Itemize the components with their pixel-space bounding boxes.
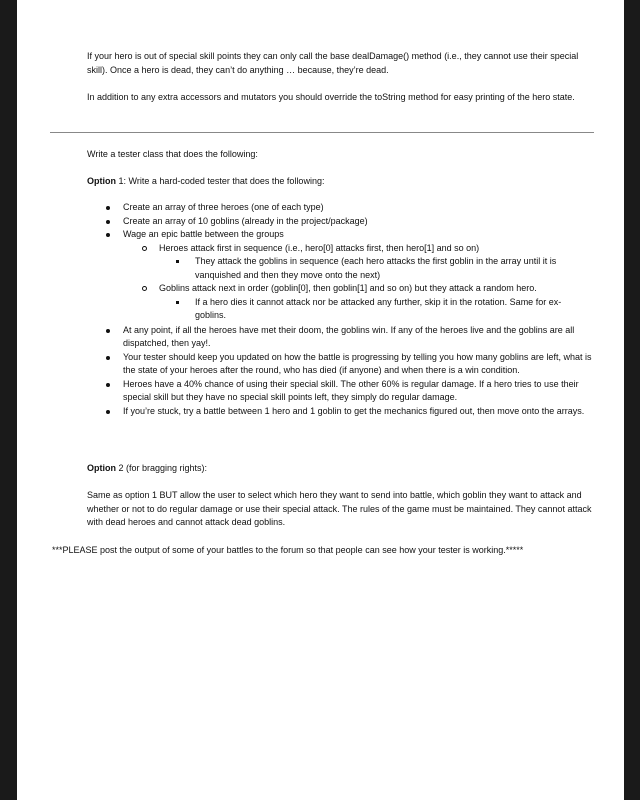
paragraph-tester-intro: Write a tester class that does the following: <box>87 149 258 159</box>
footer-note: ***PLEASE post the output of some of your battles to the forum so that people can see how your tester is working.***** <box>52 545 524 555</box>
list-item <box>87 405 592 419</box>
list-item <box>87 228 592 323</box>
list-item-text: At any point, if all the heroes have met their doom, the goblins win. If any of the heroes live and the goblins are all dispatched, then yay!. <box>123 324 575 348</box>
battle-sublist <box>123 242 592 323</box>
list-item-text: Wage an epic battle between the groups <box>123 229 284 239</box>
list-item-text: Create an array of three heroes (one of each type) <box>123 202 324 212</box>
option1-requirements-list <box>87 201 592 418</box>
sublist-item <box>123 242 592 283</box>
list-item <box>87 351 592 378</box>
option1-text: 1: Write a hard-coded tester that does the following: <box>116 176 325 186</box>
list-item-text: Heroes have a 40% chance of using their special skill. The other 60% is regular damage. If a hero tries to use their special skill but they have no special skill points left, they simply do regular damage. <box>123 378 579 402</box>
option1-label: Option <box>87 176 116 186</box>
detail-item-text: If a hero dies it cannot attack nor be attacked any further, skip it in the rotation. Same for ex-goblins. <box>195 296 562 320</box>
list-item-text: Your tester should keep you updated on how the battle is progressing by telling you how many goblins are left, what is the state of your heroes after the round, who has died (if anyone) and when there is a win condition. <box>123 351 592 375</box>
paragraph-out-of-points: If your hero is out of special skill points they can only call the base dealDamage() method (i.e., they cannot use their special skill). Once a hero is dead, they can’t do anything … because, they’re dead. <box>87 51 579 75</box>
sublist-item-text: Goblins attack next in order (goblin[0], then goblin[1] and so on) but they attack a random hero. <box>159 283 537 293</box>
horizontal-divider <box>50 132 594 133</box>
option1-heading <box>87 175 592 189</box>
list-item <box>87 215 592 229</box>
paragraph-option2: Same as option 1 BUT allow the user to select which hero they want to send into battle, which goblin they want to attack and whether or not to do regular damage or use their special attack. The rules of the game must be maintained. They cannot attack with dead heroes and cannot attack dead goblins. <box>87 490 592 527</box>
detail-item <box>159 255 592 282</box>
list-item-text: If you’re stuck, try a battle between 1 hero and 1 goblin to get the mechanics figured out, then move onto the arrays. <box>123 405 585 416</box>
list-item <box>87 378 592 405</box>
option2-label: Option <box>87 463 116 473</box>
sublist-item-text: Heroes attack first in sequence (i.e., hero[0] attacks first, then hero[1] and so on) <box>159 242 480 253</box>
battle-detail-list <box>159 255 592 282</box>
detail-item-text: They attack the goblins in sequence (each hero attacks the first goblin in the array until it is vanquished and then they move onto the next) <box>195 256 557 280</box>
list-item <box>87 201 592 215</box>
paragraph-tostring: In addition to any extra accessors and mutators you should override the toString method for easy printing of the hero state. <box>87 92 575 102</box>
option2-text: 2 (for bragging rights): <box>116 463 208 473</box>
battle-detail-list <box>159 296 592 323</box>
list-item-text: Create an array of 10 goblins (already in the project/package) <box>123 215 368 226</box>
list-item <box>87 324 592 351</box>
document-page <box>17 0 624 800</box>
detail-item <box>159 296 592 323</box>
option2-heading <box>87 462 592 476</box>
sublist-item <box>123 282 592 323</box>
